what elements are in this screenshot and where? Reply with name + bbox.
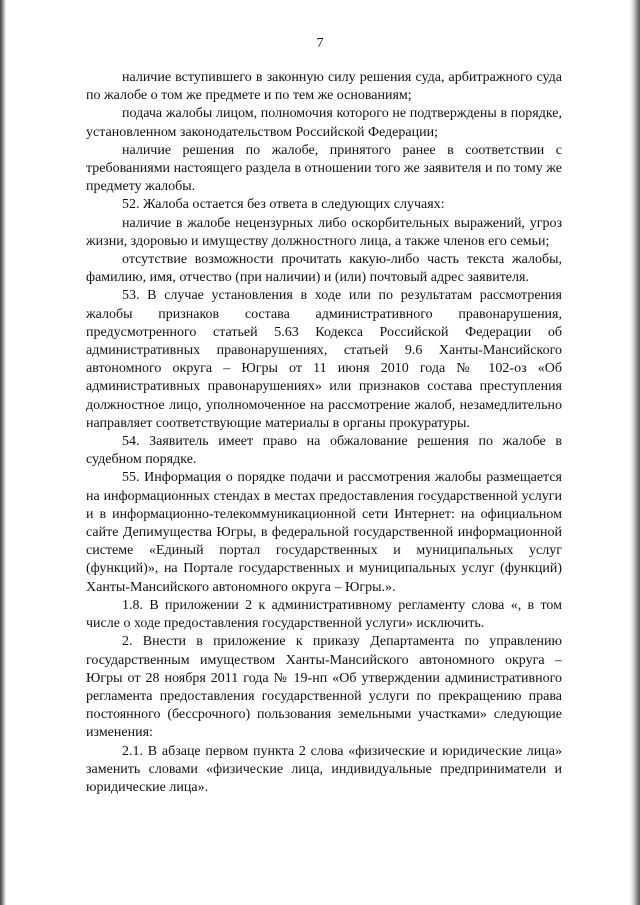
paragraph: 2.1. В абзаце первом пункта 2 слова «физические и юридические лица» заменить словами «физические лица, индивидуальные предприниматели и юридические лица».	[86, 743, 562, 795]
paragraph: подача жалобы лицом, полномочия которого не подтверждены в порядке, установленном законодательством Российской Федерации;	[86, 106, 562, 140]
paragraph: наличие вступившего в законную силу решения суда, арбитражного суда по жалобе о том же предмете и по тем же основаниям;	[86, 70, 562, 104]
paragraph: 54. Заявитель имеет право на обжалование решения по жалобе в судебном порядке.	[86, 434, 562, 468]
paragraph: 52. Жалоба остается без ответа в следующих случаях:	[122, 197, 445, 213]
scan-left-edge	[0, 0, 6, 905]
paragraph: наличие в жалобе нецензурных либо оскорбительных выражений, угроз жизни, здоровью и имуществу должностного лица, а также членов его семьи;	[86, 215, 562, 249]
paragraph: 55. Информация о порядке подачи и рассмотрения жалобы размещается на информационных стендах в местах предоставления государственной услуги и в информационно-телекоммуникационной сети Интернет: на официальном сайте Депимущества Югры, в федеральной государственной информационной системе «Единый портал государственных и муниципальных услуг (функций)», на Портале государственных и муниципальных услуг (функций) Ханты-Мансийского автономного округа – Югры.».	[86, 470, 562, 595]
page-number: 7	[316, 36, 324, 51]
scan-right-edge	[630, 0, 640, 905]
paragraph: 53. В случае установления в ходе или по результатам рассмотрения жалобы признаков состава административного правонарушения, предусмотренного статьей 5.63 Кодекса Российской Федерации об административных правонарушениях, статьей 9.6 Ханты-Мансийского автономного округа – Югры от 11 июня 2010 года № 102-оз «Об административных правонарушениях» или признаков состава преступления должностное лицо, уполномоченное на рассмотрение жалоб, незамедлительно направляет соответствующие материалы в органы прокуратуры.	[86, 288, 562, 431]
paragraph: 1.8. В приложении 2 к административному регламенту слова «, в том числе о ходе предоставления государственной услуги» исключить.	[86, 597, 562, 632]
paragraph: наличие решения по жалобе, принятого ранее в соответствии с требованиями настоящего раздела в отношении того же заявителя и по тому же предмету жалобы.	[86, 142, 562, 195]
document-body	[86, 69, 562, 797]
paragraph: 2. Внести в приложение к приказу Департамента по управлению государственным имуществом Ханты-Мансийского автономного округа – Югры от 28 ноября 2011 года № 19-нп «Об утверждении административного регламента предоставления государственной услуги по прекращению права постоянного (бессрочного) пользования земельными участками» следующие изменения:	[86, 634, 562, 741]
paragraph: отсутствие возможности прочитать какую-либо часть текста жалобы, фамилию, имя, отчество (при наличии) и (или) почтовый адрес заявителя.	[86, 252, 562, 286]
